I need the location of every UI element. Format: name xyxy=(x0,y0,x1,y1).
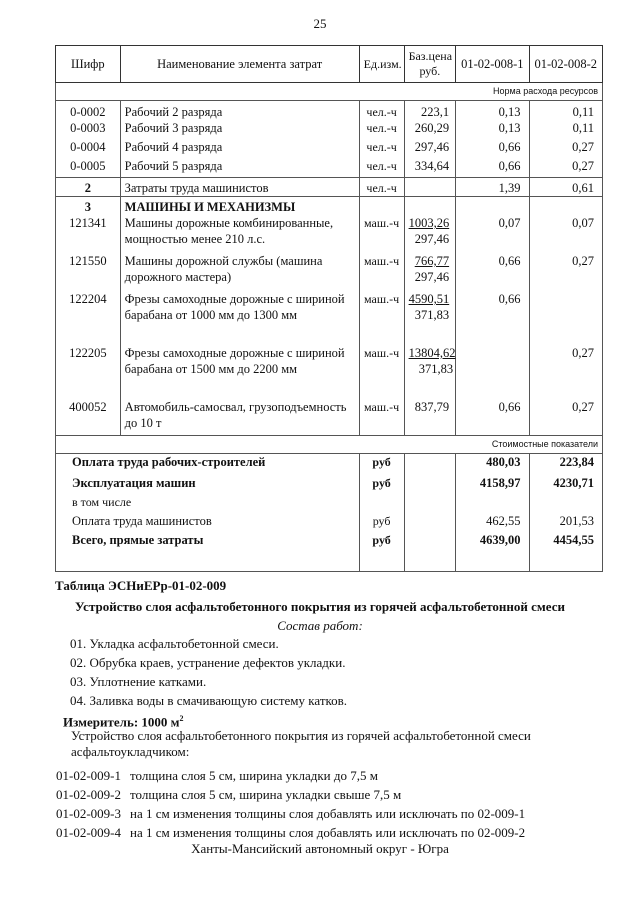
table-row: 0-0003 Рабочий 3 разряда чел.-ч 260,29 0,13 0,11 xyxy=(56,120,603,139)
norm-codes-list xyxy=(56,766,616,842)
work-item: 01. Укладка асфальтобетонной смеси. xyxy=(70,636,279,651)
header-unit: Ед.изм. xyxy=(359,46,404,83)
band-resources: Норма расхода ресурсов xyxy=(56,83,603,101)
page-footer: Ханты-Мансийский автономный округ - Югра xyxy=(191,841,449,856)
header-col-008-2: 01-02-008-2 xyxy=(529,46,602,83)
section-title: Таблица ЭСНиЕРр-01-02-009 xyxy=(55,578,227,593)
norm-code-item: 01-02-009-1 толщина слоя 5 см, ширина укладки до 7,5 м xyxy=(56,768,378,783)
work-item: 04. Заливка воды в смачивающую систему катков. xyxy=(70,693,348,708)
table-row: 121341 Машины дорожные комбинированные, мощностью менее 210 л.с. маш.-ч 1003,26 297,46 0,07 0,07 xyxy=(56,215,603,253)
norm-code-item: 01-02-009-4 на 1 см изменения толщины слоя добавлять или исключать по 02-009-2 xyxy=(56,825,526,840)
totals-row: Оплата труда рабочих-строителей руб 480,03 223,84 xyxy=(56,453,603,475)
table-row: 400052 Автомобиль-самосвал, грузоподъемность до 10 т маш.-ч 837,79 0,66 0,27 xyxy=(56,399,603,435)
table-row: 121550 Машины дорожной службы (машина дорожного мастера) маш.-ч 766,77 297,46 0,66 0,27 xyxy=(56,253,603,291)
section-description: Устройство слоя асфальтобетонного покрытия из горячей асфальтобетонной смеси асфальтоукладчиком: xyxy=(71,728,531,759)
section-subtitle: Устройство слоя асфальтобетонного покрытия из горячей асфальтобетонной смеси xyxy=(75,599,565,614)
norm-code-item: 01-02-009-3 на 1 см изменения толщины слоя добавлять или исключать по 02-009-1 xyxy=(56,806,526,821)
work-item: 02. Обрубка краев, устранение дефектов укладки. xyxy=(70,655,346,670)
table-row-machinists: 2 Затраты труда машинистов чел.-ч 1,39 0,61 xyxy=(56,177,603,196)
table-bottom-row xyxy=(56,551,603,572)
work-item: 03. Уплотнение катками. xyxy=(70,674,207,689)
works-list xyxy=(70,634,630,710)
table-row: 0-0002 Рабочий 2 разряда чел.-ч 223,1 0,13 0,11 xyxy=(56,101,603,121)
composition-label: Состав работ: xyxy=(277,618,363,633)
header-col-008-1: 01-02-008-1 xyxy=(456,46,529,83)
header-name: Наименование элемента затрат xyxy=(120,46,359,83)
totals-row: в том числе xyxy=(56,494,603,513)
resource-norms-table xyxy=(55,45,603,572)
table-row-machines-header: 3 МАШИНЫ И МЕХАНИЗМЫ xyxy=(56,196,603,215)
totals-row: Эксплуатация машин руб 4158,97 4230,71 xyxy=(56,475,603,494)
totals-row: Всего, прямые затраты руб 4639,00 4454,55 xyxy=(56,532,603,551)
table-header-row xyxy=(56,46,603,83)
measurement-unit: Измеритель: 1000 $м^2$ xyxy=(63,714,184,730)
norm-code-item: 01-02-009-2 толщина слоя 5 см, ширина укладки свыше 7,5 м xyxy=(56,787,402,802)
band-costs: Стоимостные показатели xyxy=(56,435,603,453)
table-row: 122204 Фрезы самоходные дорожные с шириной барабана от 1000 мм до 1300 мм маш.-ч 4590,51 371,83 0,66 xyxy=(56,291,603,345)
page-number: 25 xyxy=(313,16,327,31)
header-code: Шифр xyxy=(56,46,121,83)
table-row: 122205 Фрезы самоходные дорожные с шириной барабана от 1500 мм до 2200 мм маш.-ч 13804,62 371,83 0,27 xyxy=(56,345,603,399)
table-row: 0-0005 Рабочий 5 разряда чел.-ч 334,64 0,66 0,27 xyxy=(56,158,603,177)
totals-row: Оплата труда машинистов руб 462,55 201,53 xyxy=(56,513,603,532)
table-row: 0-0004 Рабочий 4 разряда чел.-ч 297,46 0,66 0,27 xyxy=(56,139,603,158)
header-price: Баз.цена руб. xyxy=(404,46,456,83)
